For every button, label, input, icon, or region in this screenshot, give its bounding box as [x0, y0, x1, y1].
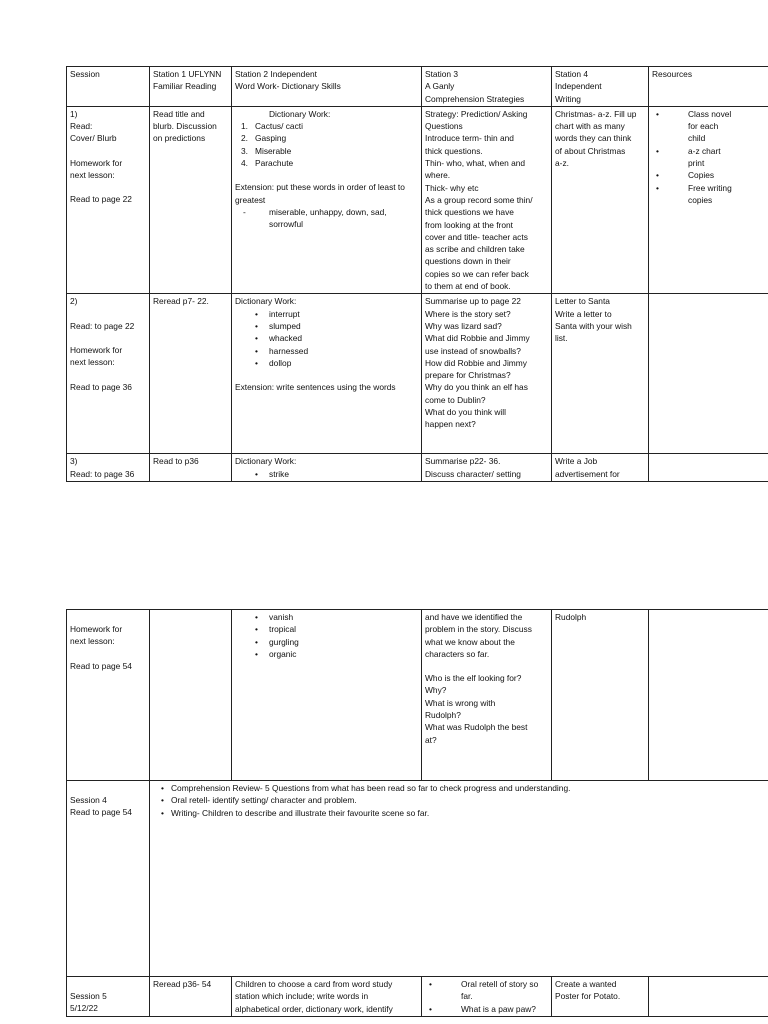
list-item: • tropical: [235, 623, 418, 635]
session-2-row: [67, 294, 768, 454]
session-1-station3: Strategy: Prediction/ Asking Questions Introduce term- thin and thick questions. Thin- who, what, when and where. Thick- why etc As a group record some thin/ thick questions we have from looking at the front cover and title- teacher acts as scribe and children take questions down in their copies so we can refer back to them at end of book.: [422, 106, 552, 293]
session-3-continued-cell: Homework for next lesson: Read to page 54: [67, 610, 150, 781]
list-item: 2. Gasping: [241, 133, 287, 144]
list-item: 3. Miserable: [241, 145, 292, 156]
session-2-station1: Reread p7- 22.: [150, 294, 232, 454]
session-5-station3: [422, 977, 552, 1017]
list-item: • vanish: [235, 611, 418, 623]
header-station1: Station 1 UFLYNN Familiar Reading: [150, 67, 232, 107]
session-5-list: [425, 978, 548, 1015]
list-item: • Oral retell- identify setting/ character and problem.: [153, 794, 768, 806]
session-3-row: [67, 454, 768, 482]
dictionary-word-list: [235, 120, 418, 169]
session-1-station2: Dictionary Work: 1. Cactus/ cacti 2. Gasping 3. Miserable 4. Parachute Extension: put these words in order of least to greatest - miserable, unhappy, down, sad, sorrowful: [232, 106, 422, 293]
session-5-station4: Create a wanted Poster for Potato.: [552, 977, 649, 1017]
session-2-station3: Summarise up to page 22 Where is the story set? Why was lizard sad? What did Robbie and Jimmy use instead of snowballs? How did Robbie and Jimmy prepare for Christmas? Why do you think an elf has come to Dublin? What do you think will happen next?: [422, 294, 552, 454]
header-station3: Station 3 A Ganly Comprehension Strategies: [422, 67, 552, 107]
list-item: • What is a paw paw?: [425, 1003, 548, 1015]
header-station4: Station 4 Independent Writing: [552, 67, 649, 107]
session-3-cell: 3) Read: to page 36: [67, 454, 150, 482]
list-item: • Writing- Children to describe and illustrate their favourite scene so far.: [153, 807, 768, 819]
session-1-station1: Read title and blurb. Discussion on predictions: [150, 106, 232, 293]
list-item: • harnessed: [235, 345, 418, 357]
dictionary-word-list: [235, 308, 418, 369]
session-3-continued-row: [67, 610, 768, 781]
list-item: • strike: [235, 468, 418, 480]
header-row: [67, 67, 768, 107]
lesson-plan-table-page2: [66, 609, 768, 1017]
session-1-cell: 1) Read: Cover/ Blurb Homework for next lesson: Read to page 22: [67, 106, 150, 293]
session-3-station3: Summarise p22- 36. Discuss character/ setting: [422, 454, 552, 482]
list-item: • whacked: [235, 332, 418, 344]
session-4-list: [153, 782, 768, 819]
session-2-station2: Dictionary Work: • interrupt • slumped • whacked • harnessed • dollop Extension: write sentences using the words: [232, 294, 422, 454]
list-item: • Oral retell of story so far.: [425, 978, 548, 1003]
session-3-continued-resources: [649, 610, 768, 781]
session-1-station4: Christmas- a-z. Fill up chart with as many words they can think of about Christmas a-z.: [552, 106, 649, 293]
list-item: 1. Cactus/ cacti: [241, 121, 303, 132]
session-2-station4: Letter to Santa Write a letter to Santa with your wish list.: [552, 294, 649, 454]
list-item: • gurgling: [235, 636, 418, 648]
list-item: • slumped: [235, 320, 418, 332]
list-item: • a-z chart print: [652, 145, 768, 170]
list-item: • Free writing copies: [652, 182, 768, 207]
list-item: • organic: [235, 648, 418, 660]
dictionary-word-list: [235, 611, 418, 660]
session-5-station2: Children to choose a card from word study station which include; write words in alphabetical order, dictionary work, identify: [232, 977, 422, 1017]
session-3-station4: Write a Job advertisement for: [552, 454, 649, 482]
extension-words: - miserable, unhappy, down, sad, sorrowful: [235, 206, 418, 231]
list-item: 4. Parachute: [241, 158, 294, 169]
session-4-activities: [150, 781, 768, 977]
session-3-continued-station3: and have we identified the problem in the story. Discuss what we know about the characters so far. Who is the elf looking for? Why? What is wrong with Rudolph? What was Rudolph the best at?: [422, 610, 552, 781]
session-3-continued-station2: [232, 610, 422, 781]
session-5-station1: Reread p36- 54: [150, 977, 232, 1017]
lesson-plan-table-page1: [66, 66, 768, 482]
session-5-resources: [649, 977, 768, 1017]
header-resources: Resources: [649, 67, 768, 107]
session-3-station1: Read to p36: [150, 454, 232, 482]
session-3-continued-station1: [150, 610, 232, 781]
list-item: • Comprehension Review- 5 Questions from what has been read so far to check progress and understanding.: [153, 782, 768, 794]
header-session: Session: [67, 67, 150, 107]
list-item: • interrupt: [235, 308, 418, 320]
resources-list: [652, 108, 768, 206]
list-item: • Copies: [652, 169, 768, 181]
session-5-row: [67, 977, 768, 1017]
session-2-cell: 2) Read: to page 22 Homework for next lesson: Read to page 36: [67, 294, 150, 454]
session-4-row: [67, 781, 768, 977]
dictionary-word-list: [235, 468, 418, 480]
list-item: • Class novel for each child: [652, 108, 768, 145]
session-5-cell: Session 5 5/12/22: [67, 977, 150, 1017]
session-3-continued-station4: Rudolph: [552, 610, 649, 781]
session-3-resources: [649, 454, 768, 482]
header-station2: Station 2 Independent Word Work- Dictionary Skills: [232, 67, 422, 107]
session-1-resources: [649, 106, 768, 293]
list-item: • dollop: [235, 357, 418, 369]
session-1-row: [67, 106, 768, 293]
session-3-station2: Dictionary Work: • strike: [232, 454, 422, 482]
session-4-cell: Session 4 Read to page 54: [67, 781, 150, 977]
session-2-resources: [649, 294, 768, 454]
